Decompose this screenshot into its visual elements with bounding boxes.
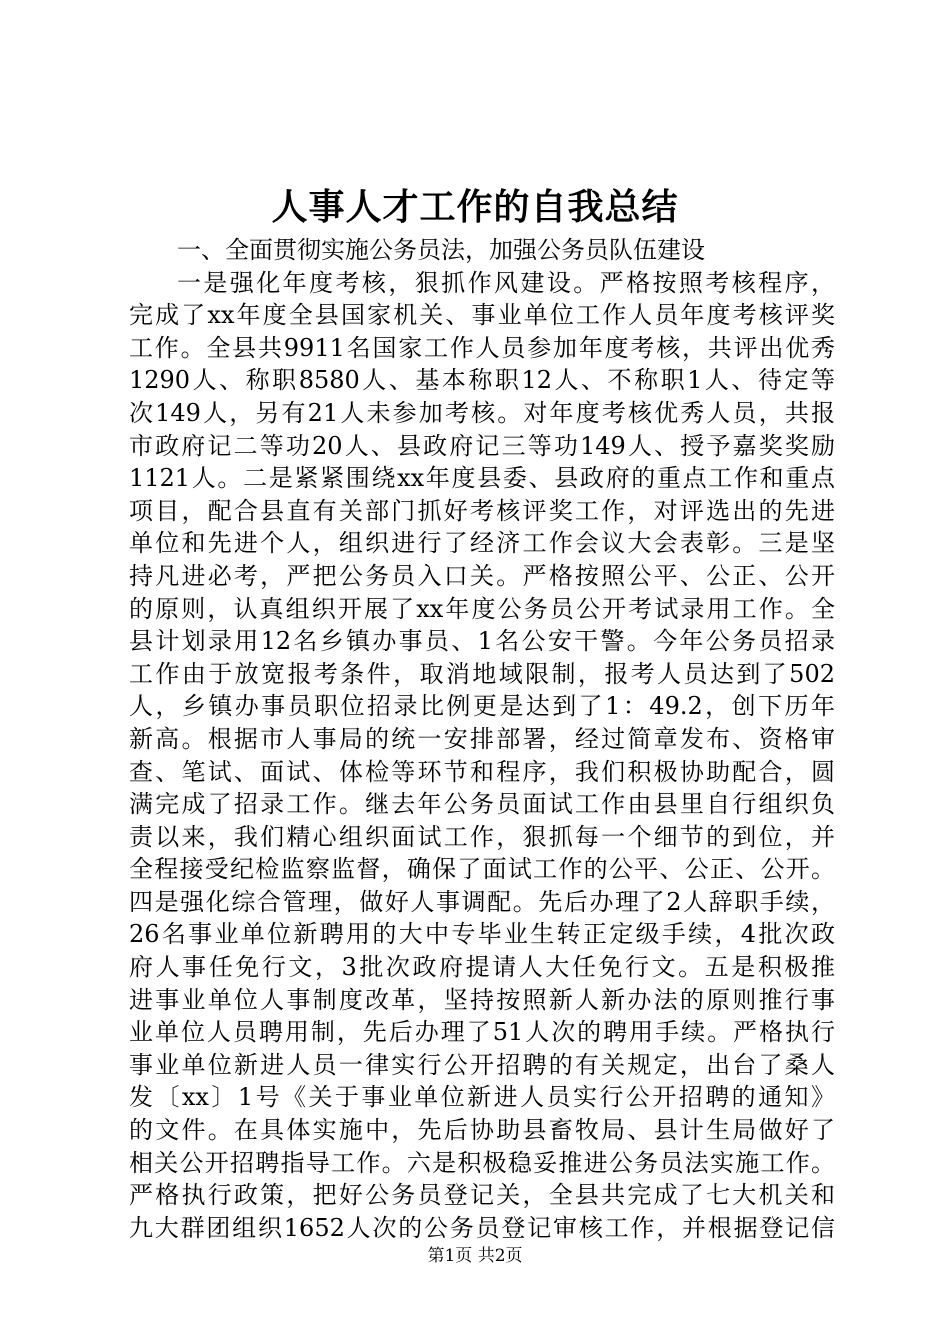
paragraph-line: 责以来，我们精心组织面试工作，狠抓每一个细节的到位，并	[129, 822, 835, 851]
paragraph-line: 满完成了招录工作。继去年公务员面试工作由县里自行组织负	[129, 790, 835, 819]
paragraph-line: 府人事任免行文，3批次政府提请人大任免行文。五是积极推	[129, 953, 835, 982]
paragraph-line: 进事业单位人事制度改革，坚持按照新人新办法的原则推行事	[129, 985, 835, 1014]
paragraph-line: 项目，配合县直有关部门抓好考核评奖工作，对评选出的先进	[129, 496, 835, 525]
paragraph-line: 市政府记二等功20人、县政府记三等功149人、授予嘉奖奖励	[129, 431, 835, 460]
paragraph-line: 一是强化年度考核，狠抓作风建设。严格按照考核程序，	[177, 268, 835, 297]
paragraph-line: 次149人，另有21人未参加考核。对年度考核优秀人员，共报	[129, 398, 835, 427]
paragraph-line: 的文件。在具体实施中，先后协助县畜牧局、县计生局做好了	[129, 1116, 835, 1145]
paragraph-line: 查、笔试、面试、体检等环节和程序，我们积极协助配合，圆	[129, 757, 835, 786]
paragraph-line: 26名事业单位新聘用的大中专毕业生转正定级手续，4批次政	[129, 920, 835, 949]
paragraph-line: 九大群团组织1652人次的公务员登记审核工作，并根据登记信	[129, 1213, 835, 1242]
page-number-footer: 第1页 共2页	[427, 1246, 523, 1266]
paragraph-line: 发〔xx〕1号《关于事业单位新进人员实行公开招聘的通知》	[129, 1083, 835, 1112]
section-heading: 一、全面贯彻实施公务员法，加强公务员队伍建设	[177, 236, 705, 264]
paragraph-line: 1121人。二是紧紧围绕xx年度县委、县政府的重点工作和重点	[129, 464, 835, 493]
paragraph-line: 四是强化综合管理，做好人事调配。先后办理了2人辞职手续，	[129, 887, 835, 916]
paragraph-line: 工作。全县共9911名国家工作人员参加年度考核，共评出优秀	[129, 333, 835, 362]
document-body	[129, 234, 835, 1244]
paragraph-line: 相关公开招聘指导工作。六是积极稳妥推进公务员法实施工作。	[129, 1148, 835, 1177]
paragraph-line: 工作由于放宽报考条件，取消地域限制，报考人员达到了502	[129, 659, 835, 688]
paragraph-line: 完成了xx年度全县国家机关、事业单位工作人员年度考核评奖	[129, 301, 835, 330]
document-title: 人事人才工作的自我总结	[271, 187, 679, 228]
paragraph-line: 业单位人员聘用制，先后办理了51人次的聘用手续。严格执行	[129, 1018, 835, 1047]
paragraph-line: 事业单位新进人员一律实行公开招聘的有关规定，出台了桑人	[129, 1050, 835, 1079]
paragraph-line: 的原则，认真组织开展了xx年度公务员公开考试录用工作。全	[129, 594, 835, 623]
paragraph-line: 1290人、称职8580人、基本称职12人、不称职1人、待定等	[129, 366, 835, 395]
paragraph-line: 严格执行政策，把好公务员登记关，全县共完成了七大机关和	[129, 1181, 835, 1210]
paragraph-line: 人，乡镇办事员职位招录比例更是达到了1：49.2，创下历年	[129, 692, 835, 721]
paragraph-line: 单位和先进个人，组织进行了经济工作会议大会表彰。三是坚	[129, 529, 835, 558]
paragraph-line: 全程接受纪检监察监督，确保了面试工作的公平、公正、公开。	[129, 855, 835, 884]
paragraph-line: 县计划录用12名乡镇办事员、1名公安干警。今年公务员招录	[129, 627, 835, 656]
paragraph-line: 新高。根据市人事局的统一安排部署，经过简章发布、资格审	[129, 724, 835, 753]
paragraph-line: 持凡进必考，严把公务员入口关。严格按照公平、公正、公开	[129, 561, 835, 590]
